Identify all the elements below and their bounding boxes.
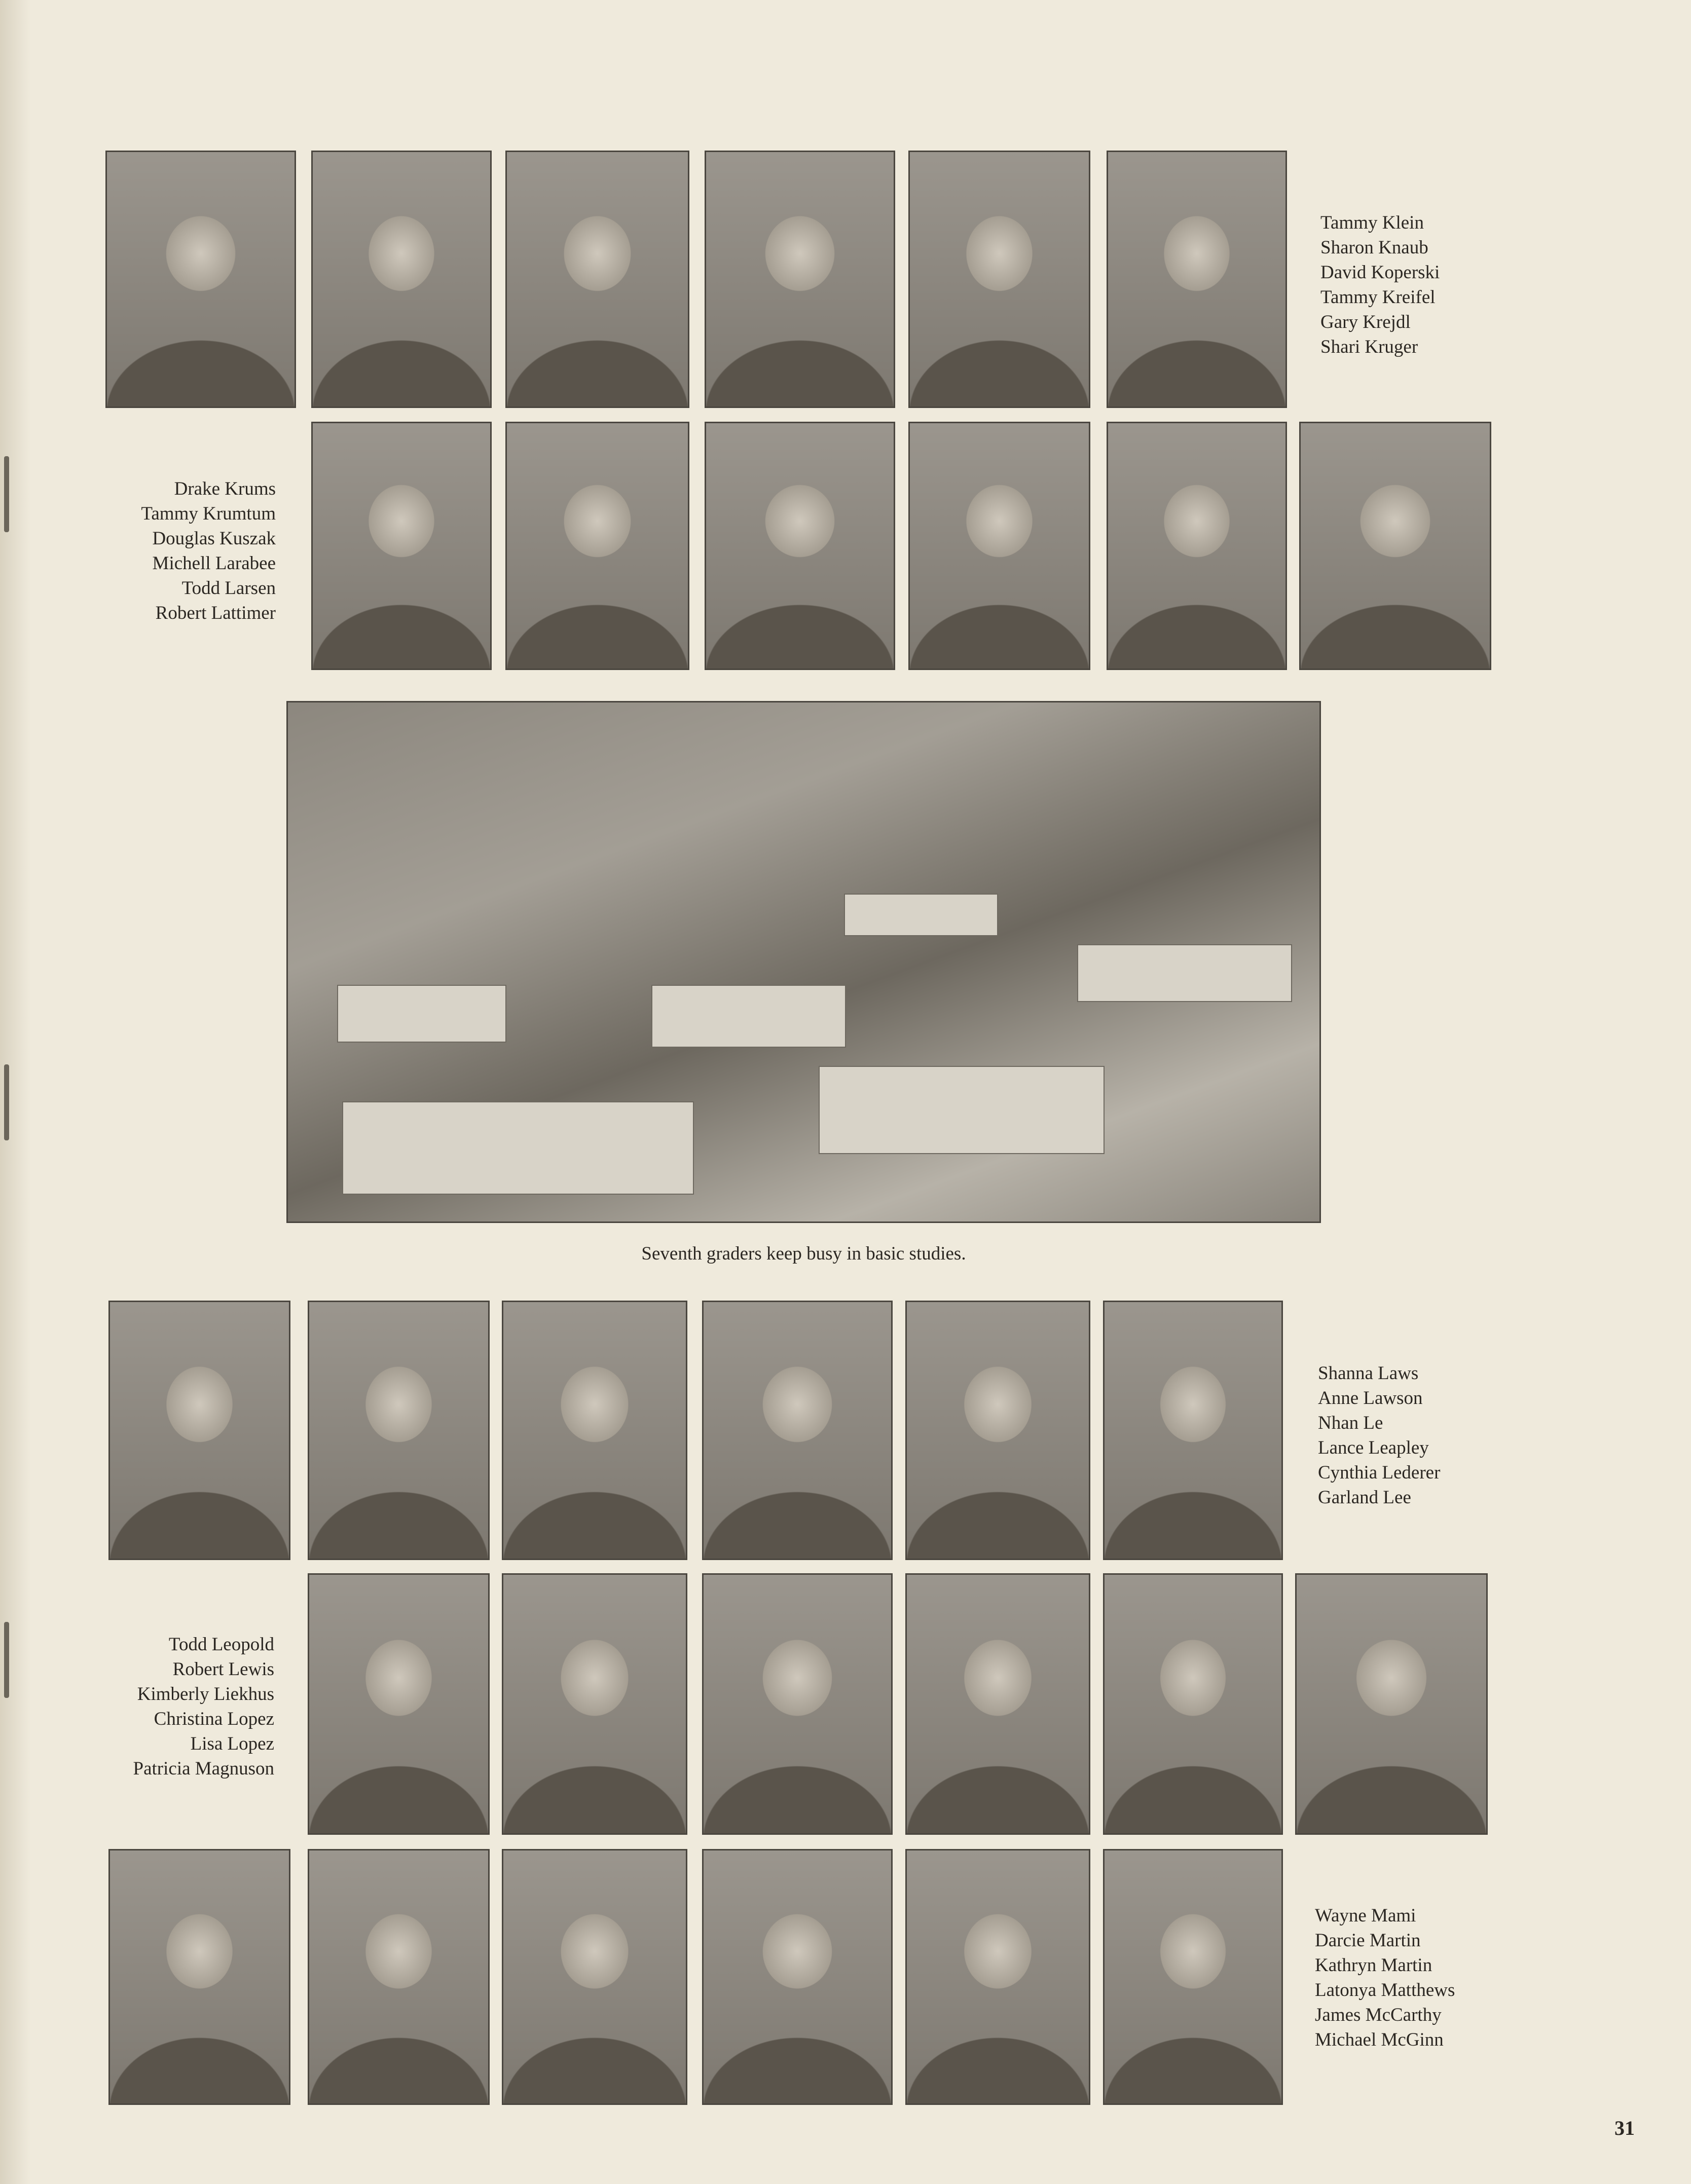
student-portrait <box>1107 422 1287 670</box>
student-name: James McCarthy <box>1315 2005 1442 2025</box>
student-portrait <box>108 1301 290 1560</box>
student-name: Tammy Klein <box>1320 212 1424 233</box>
student-name: Drake Krums <box>174 478 276 499</box>
student-name: Todd Larsen <box>181 578 276 599</box>
classroom-desk <box>819 1066 1105 1154</box>
student-portrait <box>505 422 689 670</box>
student-portrait <box>311 422 492 670</box>
student-portrait <box>502 1573 687 1835</box>
student-name: Sharon Knaub <box>1320 237 1428 258</box>
student-portrait <box>505 151 689 408</box>
student-portrait <box>308 1573 490 1835</box>
student-name: David Koperski <box>1320 262 1440 283</box>
page-number: 31 <box>1614 2117 1635 2139</box>
student-portrait <box>702 1573 893 1835</box>
staple-mark <box>4 456 9 532</box>
student-name: Nhan Le <box>1318 1413 1383 1433</box>
name-list-row-3 <box>1318 1361 1440 1510</box>
student-name: Darcie Martin <box>1315 1930 1421 1951</box>
student-portrait <box>308 1849 490 2105</box>
classroom-group-photo <box>286 701 1321 1223</box>
staple-mark <box>4 1622 9 1698</box>
name-list-row-4 <box>133 1632 274 1781</box>
student-name: Tammy Krumtum <box>141 503 276 524</box>
student-portrait <box>502 1301 687 1560</box>
classroom-desk <box>342 1101 694 1195</box>
student-name: Gary Krejdl <box>1320 312 1411 332</box>
student-portrait <box>705 151 895 408</box>
student-name: Tammy Kreifel <box>1320 287 1436 308</box>
classroom-desk <box>651 985 846 1048</box>
student-portrait <box>702 1301 893 1560</box>
photo-caption: Seventh graders keep busy in basic studies. <box>641 1243 966 1264</box>
staple-mark <box>4 1064 9 1140</box>
student-name: Kathryn Martin <box>1315 1955 1432 1976</box>
student-name: Patricia Magnuson <box>133 1758 274 1779</box>
name-list-row-5 <box>1315 1903 1455 2052</box>
name-list-row-1 <box>1320 210 1440 359</box>
student-portrait <box>1299 422 1491 670</box>
student-name: Douglas Kuszak <box>152 528 276 549</box>
student-portrait <box>311 151 492 408</box>
student-name: Michell Larabee <box>152 553 276 574</box>
student-name: Cynthia Lederer <box>1318 1462 1441 1483</box>
student-portrait <box>1295 1573 1488 1835</box>
student-portrait <box>1103 1301 1283 1560</box>
student-name: Shari Kruger <box>1320 337 1418 357</box>
student-portrait <box>105 151 296 408</box>
student-name: Lance Leapley <box>1318 1437 1429 1458</box>
classroom-desk <box>337 985 506 1043</box>
student-name: Robert Lattimer <box>155 603 276 623</box>
student-portrait <box>1107 151 1287 408</box>
student-name: Robert Lewis <box>172 1659 274 1680</box>
student-portrait <box>502 1849 687 2105</box>
student-portrait <box>1103 1573 1283 1835</box>
student-name: Todd Leopold <box>168 1634 274 1655</box>
student-name: Christina Lopez <box>154 1709 274 1729</box>
student-portrait <box>1103 1849 1283 2105</box>
student-portrait <box>905 1301 1090 1560</box>
name-list-row-2 <box>141 476 276 625</box>
student-name: Lisa Lopez <box>190 1733 274 1754</box>
student-portrait <box>308 1301 490 1560</box>
student-name: Wayne Mami <box>1315 1905 1416 1926</box>
classroom-desk <box>844 894 998 936</box>
classroom-desk <box>1077 944 1292 1002</box>
student-name: Garland Lee <box>1318 1487 1411 1508</box>
student-name: Shanna Laws <box>1318 1363 1419 1384</box>
student-portrait <box>108 1849 290 2105</box>
student-portrait <box>905 1573 1090 1835</box>
student-portrait <box>905 1849 1090 2105</box>
student-portrait <box>702 1849 893 2105</box>
student-name: Latonya Matthews <box>1315 1980 1455 2001</box>
student-portrait <box>908 151 1090 408</box>
student-portrait <box>908 422 1090 670</box>
student-name: Anne Lawson <box>1318 1388 1423 1409</box>
student-portrait <box>705 422 895 670</box>
student-name: Michael McGinn <box>1315 2029 1444 2050</box>
student-name: Kimberly Liekhus <box>137 1684 274 1705</box>
